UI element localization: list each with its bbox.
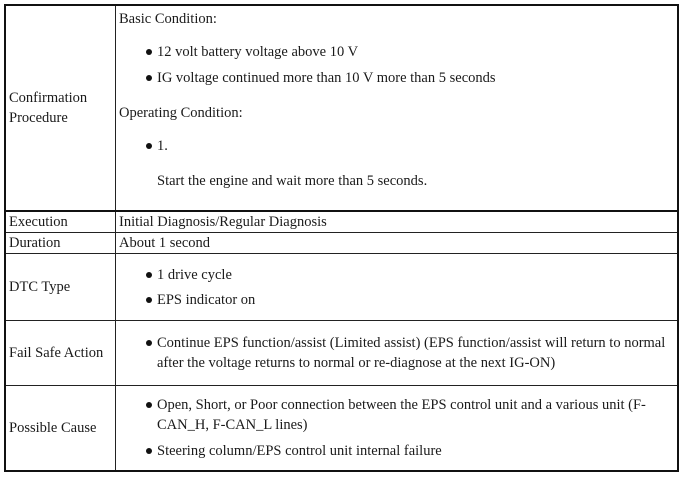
dtc-table-container <box>4 4 679 472</box>
bullet-icon <box>146 297 152 303</box>
execution-value: Initial Diagnosis/Regular Diagnosis <box>116 211 679 233</box>
list-item: EPS indicator on <box>119 290 674 310</box>
table-row-confirmation <box>5 5 678 211</box>
possible-cause-value <box>116 386 679 472</box>
list-item: Continue EPS function/assist (Limited assist) (EPS function/assist will return to normal after the voltage returns to normal or re-diagnose at the next IG-ON) <box>119 333 674 373</box>
operating-condition-list <box>119 136 674 156</box>
bullet-icon <box>146 143 152 149</box>
bullet-icon <box>146 340 152 346</box>
fail-safe-value <box>116 321 679 386</box>
table-row-fail-safe <box>5 321 678 386</box>
operating-condition-title: Operating Condition: <box>119 105 243 121</box>
bullet-icon <box>146 402 152 408</box>
possible-cause-label: Possible Cause <box>5 386 116 472</box>
list-item: IG voltage continued more than 10 V more than 5 seconds <box>119 68 674 88</box>
confirmation-label: Confirmation Procedure <box>5 5 116 211</box>
confirmation-value <box>116 5 679 211</box>
table-row-possible-cause <box>5 386 678 472</box>
basic-condition-list <box>119 42 674 88</box>
duration-label: Duration <box>5 233 116 254</box>
table-row-dtc-type <box>5 254 678 321</box>
bullet-icon <box>146 49 152 55</box>
bullet-icon <box>146 75 152 81</box>
possible-cause-list <box>119 395 674 461</box>
dtc-info-table <box>4 4 679 472</box>
dtc-type-label: DTC Type <box>5 254 116 321</box>
list-item: Steering column/EPS control unit internal failure <box>119 441 674 461</box>
fail-safe-label: Fail Safe Action <box>5 321 116 386</box>
table-row-execution <box>5 211 678 233</box>
list-item: 1 drive cycle <box>119 265 674 285</box>
duration-value: About 1 second <box>116 233 679 254</box>
operating-step-text: Start the engine and wait more than 5 seconds. <box>157 173 428 189</box>
dtc-type-list <box>119 265 674 310</box>
execution-label: Execution <box>5 211 116 233</box>
table-row-duration <box>5 233 678 254</box>
list-item: 1. <box>119 136 674 156</box>
dtc-type-value <box>116 254 679 321</box>
list-item: 12 volt battery voltage above 10 V <box>119 42 674 62</box>
basic-condition-title: Basic Condition: <box>119 11 217 27</box>
fail-safe-list <box>119 333 674 373</box>
list-item: Open, Short, or Poor connection between the EPS control unit and a various unit (F-CAN_H, F-CAN_L lines) <box>119 395 674 435</box>
bullet-icon <box>146 448 152 454</box>
bullet-icon <box>146 272 152 278</box>
